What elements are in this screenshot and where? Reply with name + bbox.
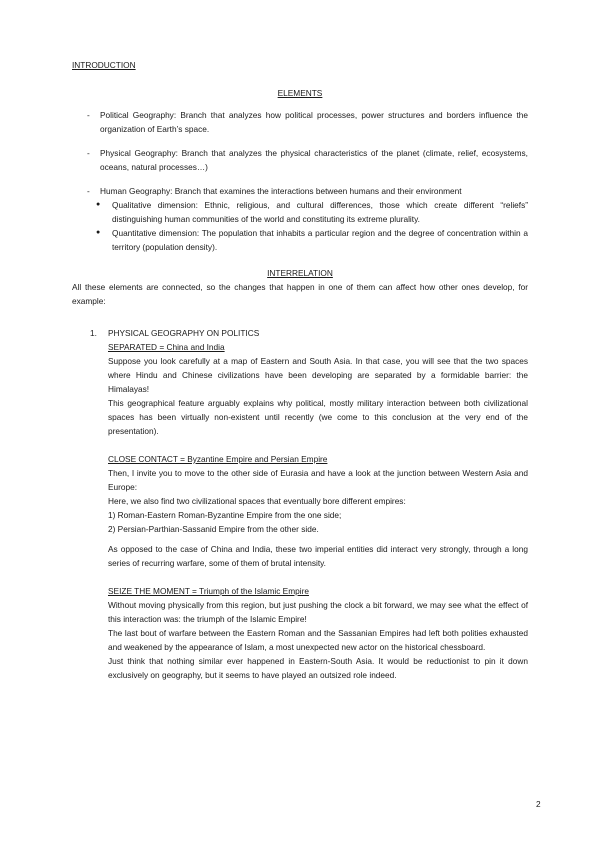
interrelation-text: All these elements are connected, so the changes that happen in one of them can affect how other ones develop, for example: — [72, 282, 528, 306]
close-contact-paragraph: Here, we also find two civilizational spaces that eventually bore different empires: — [108, 496, 406, 506]
page-body — [72, 58, 528, 682]
separated-paragraph: Suppose you look carefully at a map of Eastern and South Asia. In that case, you will see that the two spaces where Hindu and Chinese civilizations have been developing are separated by a formidable barrier: the Himalayas! — [108, 356, 528, 394]
page-number: 2 — [536, 799, 541, 809]
interrelation-heading: INTERRELATION — [267, 268, 333, 278]
introduction-heading: INTRODUCTION — [72, 60, 136, 70]
seize-paragraph: Just think that nothing similar ever happened in Eastern-South Asia. It would be reductionist to pin it down exclusively on geography, but it seems to have played an outsized role indeed. — [108, 656, 528, 680]
human-subitems — [72, 198, 528, 254]
list-item: ● Qualitative dimension: Ethnic, religious, and cultural differences, those which create different “reliefs” distinguishing human communities of the world and constituting its extreme plurality. — [72, 198, 528, 226]
section-1 — [72, 326, 528, 340]
close-contact-line: 2) Persian-Parthian-Sassanid Empire from the other side. — [108, 524, 319, 534]
list-item: - Political Geography: Branch that analyzes how political processes, power structures and borders influence the organization of Earth’s space. — [72, 108, 528, 136]
elements-heading: ELEMENTS — [277, 88, 323, 98]
close-contact-paragraph: Then, I invite you to move to the other side of Eurasia and have a look at the junction between Western Asia and Europe: — [108, 468, 528, 492]
seize-paragraph: The last bout of warfare between the Eastern Roman and the Sassanian Empires had left both polities exhausted and weakened by the appearance of Islam, a most unexpected new actor on the historical chessboard. — [108, 628, 528, 652]
list-item: - Physical Geography: Branch that analyzes the physical characteristics of the planet (climate, relief, ecosystems, oceans, natural processes…) — [72, 146, 528, 174]
close-contact-heading: CLOSE CONTACT = Byzantine Empire and Persian Empire — [108, 454, 328, 464]
seize-heading: SEIZE THE MOMENT = Triumph of the Islamic Empire — [108, 586, 309, 596]
separated-heading: SEPARATED = China and India — [108, 342, 225, 352]
list-item: - Human Geography: Branch that examines the interactions between humans and their environment ● Qualitative dimension: Ethnic, religious, and cultural differences, those which create different “reliefs” distinguishing human communities of the world and constituting its extreme plurality. ● Quantitative dimension: The population that inhabits a particular region and the degree of concentration within a territory (population density). — [72, 184, 528, 254]
close-contact-paragraph: As opposed to the case of China and India, these two imperial entities did interact very strongly, through a long series of recurring warfare, some of them of brutal intensity. — [108, 544, 528, 568]
section-title: PHYSICAL GEOGRAPHY ON POLITICS — [108, 328, 260, 338]
close-contact-line: 1) Roman-Eastern Roman-Byzantine Empire from the one side; — [108, 510, 342, 520]
section-number: 1. — [90, 328, 97, 338]
elements-list — [72, 108, 528, 254]
section-1-body — [72, 340, 528, 682]
seize-paragraph: Without moving physically from this region, but just pushing the clock a bit forward, we may see what the effect of this interaction was: the triumph of the Islamic Empire! — [108, 600, 528, 624]
separated-paragraph: This geographical feature arguably explains why political, mostly military interaction between both civilizational spaces has been virtually non-existent until recently (we come to this conclusion at the very end of the presentation). — [108, 398, 528, 436]
list-item: ● Quantitative dimension: The population that inhabits a particular region and the degree of concentration within a territory (population density). — [72, 226, 528, 254]
